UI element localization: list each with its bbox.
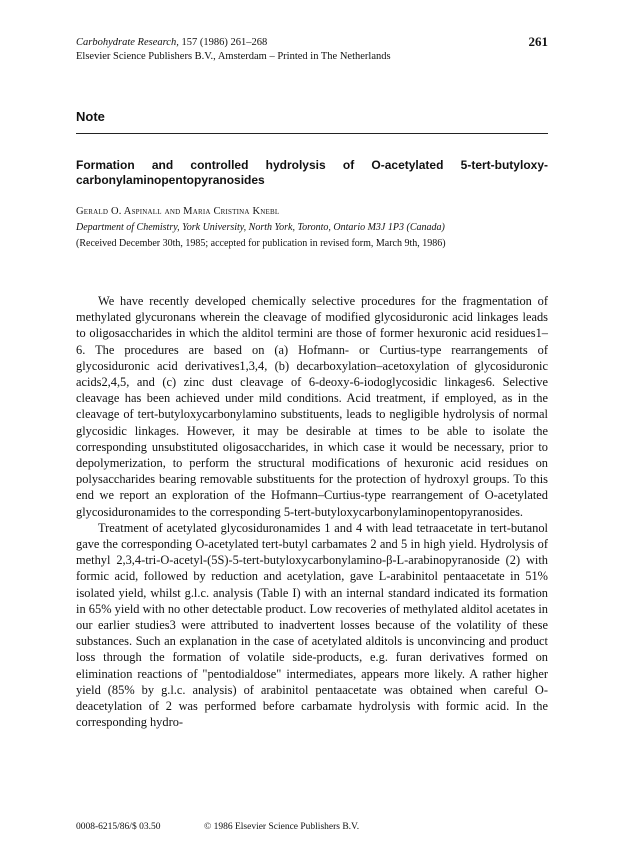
received-dates: (Received December 30th, 1985; accepted for publication in revised form, March 9th, 1986) — [76, 238, 446, 249]
section-label: Note — [76, 109, 105, 124]
affiliation: Department of Chemistry, York University, North York, Toronto, Ontario M3J 1P3 (Canada) — [76, 222, 445, 233]
journal-volume: 157 (1986) 261–268 — [178, 37, 268, 48]
article-title: Formation and controlled hydrolysis of O-acetylated 5-tert-butyloxy-carbonylaminopentopyranosides — [76, 158, 548, 187]
page-number: 261 — [528, 34, 548, 49]
paragraph-1: We have recently developed chemically selective procedures for the fragmentation of methylated glycuronans wherein the cleavage of modified glycosiduronic acid linkages leads to oligosaccharides in which the alditol termini are those of former hexuronic acid residues1–6. The procedures are based on (a) Hofmann- or Curtius-type rearrangements of glycosiduronic acid derivatives1,3,4, (b) decarboxylation–acetoxylation of glycosiduronic acids2,4,5, and (c) zinc dust cleavage of 6-deoxy-6-iodoglycosidic linkages6. Selective cleavage has been achieved under mild conditions. Acid treatment, if employed, as in the cleavage of tert-butyloxycarbonylamino substituents, leads to negligible hydrolysis of normal glycosidic linkages. However, it may be desirable at times to be able to isolate the corresponding unsubstituted oligosaccharides, in which case it would be necessary, prior to depolymerization, to perform the structural modifications of hexuronic acid residues on polysaccharides bearing removable substituents for the protection of hydroxyl groups. To this end we report an exploration of the Hofmann–Curtius-type rearrangement of O-acetylated glycosiduronamides to the corresponding 5-tert-butyloxycarbonylaminopentopyranosides. — [76, 294, 548, 519]
copyright: © 1986 Elsevier Science Publishers B.V. — [204, 822, 360, 832]
paragraph-2: Treatment of acetylated glycosiduronamides 1 and 4 with lead tetraacetate in tert-butanol gave the corresponding O-acetylated tert-butyl carbamates 2 and 5 in high yield. Hydrolysis of methyl 2,3,4-tri-O-acetyl-(5S)-5-tert-butyloxycarbonylamino-β-L-arabinopyranoside (2) with formic acid, followed by reduction and acetylation, gave L-arabinitol pentaacetate in 51% isolated yield, whilst g.l.c. analysis (Table I) with an internal standard indicated its formation in 65% yield with no other detectable product. Low recoveries of methylated alditol acetates in our earlier studies3 were attributed to inadvertent losses because of the volatility of these substances. Such an explanation in the case of acetylated alditols is unconvincing and product loss through the formation of volatile side-products, e.g. furan derivatives formed on elimination reactions of "pentodialdose" intermediates, appears more likely. A rather higher yield (85% by g.l.c. analysis) of arabinitol pentaacetate was obtained when careful O-deacetylation of 2 was performed before carbamate hydrolysis with formic acid. In the corresponding hydro- — [76, 520, 548, 730]
footer — [76, 822, 360, 832]
article-body — [76, 293, 548, 730]
publisher-line: Elsevier Science Publishers B.V., Amsterdam – Printed in The Netherlands — [76, 51, 391, 62]
journal-citation — [76, 36, 267, 49]
issn-code: 0008-6215/86/$ 03.50 — [76, 822, 161, 832]
divider — [76, 133, 548, 134]
journal-name: Carbohydrate Research, — [76, 37, 179, 48]
authors: Gerald O. Aspinall and Maria Cristina Knebl — [76, 206, 280, 217]
